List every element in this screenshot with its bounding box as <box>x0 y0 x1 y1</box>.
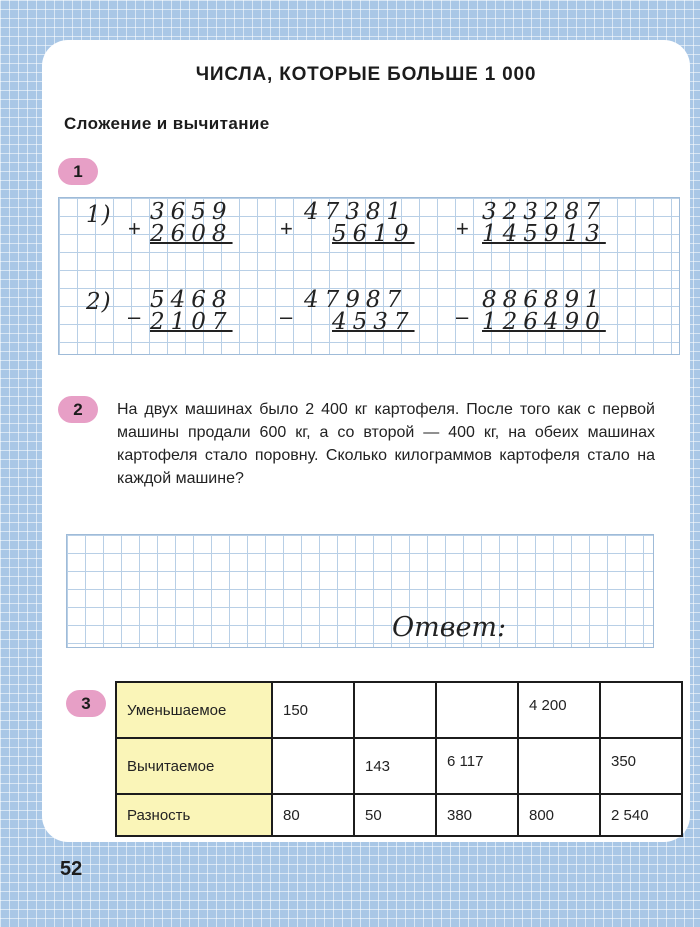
problem4-bottom: 2107 <box>150 309 233 335</box>
table-row <box>116 738 682 794</box>
table-row <box>116 682 682 738</box>
problem6-bottom: 126490 <box>482 309 606 335</box>
minus-sign: – <box>280 304 293 329</box>
problem5-top: 47987 <box>304 287 408 313</box>
problem3-top: 323287 <box>482 199 606 225</box>
table-cell <box>354 682 436 738</box>
page-number: 52 <box>60 858 83 880</box>
row-header-difference: Разность <box>116 794 272 836</box>
table-cell <box>272 738 354 794</box>
task-number-badge-3: 3 <box>66 690 106 717</box>
problem6-top: 886891 <box>482 287 606 313</box>
problem2-bottom: 5619 <box>332 221 415 247</box>
plus-sign: + <box>128 216 141 241</box>
table-cell: 50 <box>354 794 436 836</box>
table-cell: 800 <box>518 794 600 836</box>
problem3-bottom: 145913 <box>482 221 606 247</box>
problem1-bottom: 2608 <box>150 221 233 247</box>
row-header-minuend: Уменьшаемое <box>116 682 272 738</box>
minus-sign: – <box>456 304 469 329</box>
problem4-top: 5468 <box>150 287 233 313</box>
page-title: ЧИСЛА, КОТОРЫЕ БОЛЬШЕ 1 000 <box>195 64 537 85</box>
table-cell: 150 <box>272 682 354 738</box>
row-header-subtrahend: Вычитаемое <box>116 738 272 794</box>
minus-sign: – <box>128 304 141 329</box>
plus-sign: + <box>456 216 469 241</box>
table-cell: 143 <box>354 738 436 794</box>
table-cell: 4 200 <box>518 682 600 738</box>
table-cell: 350 <box>600 738 682 794</box>
task-number-badge-2: 2 <box>58 396 98 423</box>
word-problem-text: На двух машинах было 2 400 кг картофеля. После того как с первой машины продали 600 кг, а со второй — 400 кг, на обеих машинах картофеля стало поровну. Сколько килограммов картофеля стало на каждой машине? <box>117 401 655 487</box>
section-subtitle: Сложение и вычитание <box>64 114 270 133</box>
subtraction-table <box>115 681 683 837</box>
problem1-top: 3659 <box>150 199 233 225</box>
table-cell <box>518 738 600 794</box>
problem5-bottom: 4537 <box>332 309 415 335</box>
table-cell: 380 <box>436 794 518 836</box>
plus-sign: + <box>280 216 293 241</box>
task-number-badge-1: 1 <box>58 158 98 185</box>
problem2-top: 47381 <box>304 199 408 225</box>
task1-row1-label: 1) <box>86 202 112 228</box>
task1-row2-label: 2) <box>86 289 112 315</box>
table-cell: 6 117 <box>436 738 518 794</box>
table-cell <box>600 682 682 738</box>
task2-answer-grid <box>66 534 654 648</box>
table-row <box>116 794 682 836</box>
table-cell: 2 540 <box>600 794 682 836</box>
table-cell: 80 <box>272 794 354 836</box>
table-cell <box>436 682 518 738</box>
answer-label: Ответ: <box>392 612 507 643</box>
workbook-page <box>42 40 690 842</box>
